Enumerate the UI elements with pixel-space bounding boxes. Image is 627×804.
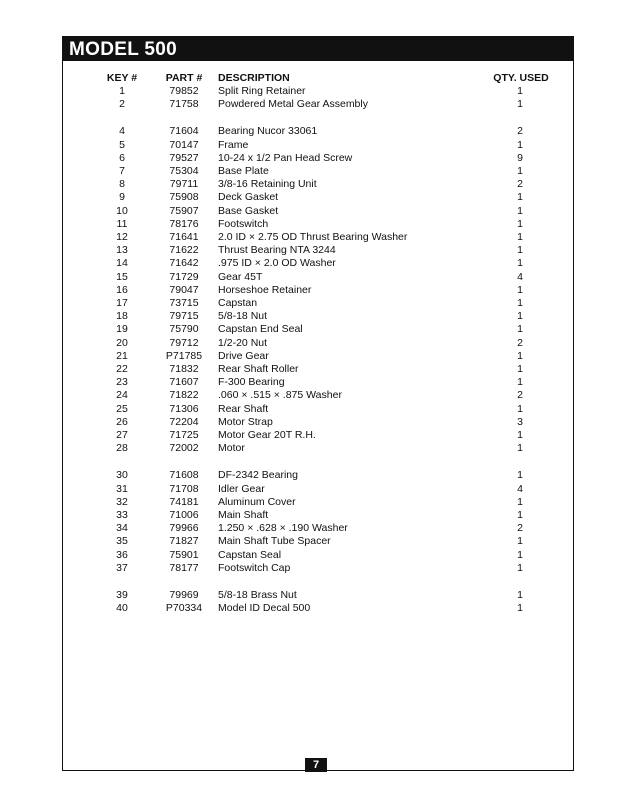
table-row: [0, 297, 627, 310]
row-quantity: 2: [517, 389, 523, 402]
row-description: Motor: [218, 442, 245, 455]
row-description: Horseshoe Retainer: [218, 283, 312, 296]
row-part-number: 71827: [169, 535, 199, 548]
row-quantity: 1: [517, 429, 523, 441]
table-row: [0, 337, 627, 350]
row-key: 6: [119, 151, 125, 164]
row-part-number: 71758: [169, 98, 199, 111]
row-key: 30: [116, 469, 128, 482]
row-description: Split Ring Retainer: [218, 85, 306, 97]
row-key: 25: [116, 402, 128, 415]
table-row: [0, 363, 627, 376]
table-row: [0, 85, 627, 98]
row-part-number: 79969: [169, 589, 199, 601]
row-description: DF-2342 Bearing: [218, 469, 298, 482]
row-key: 7: [119, 165, 125, 177]
row-key: 8: [119, 178, 125, 191]
row-key: 32: [116, 495, 128, 508]
row-quantity: 1: [517, 204, 523, 217]
table-row: [0, 284, 627, 297]
row-quantity: 1: [517, 165, 523, 177]
row-quantity: 1: [517, 231, 523, 243]
row-quantity: 3: [517, 415, 523, 428]
row-key: 26: [116, 415, 128, 428]
row-description: 3/8-16 Retaining Unit: [218, 178, 317, 191]
table-row: [0, 271, 627, 284]
row-description: 2.0 ID × 2.75 OD Thrust Bearing Washer: [218, 231, 408, 243]
row-part-number: 79715: [169, 310, 199, 323]
table-row: [0, 139, 627, 152]
row-part-number: 71832: [169, 363, 199, 375]
row-key: 23: [116, 376, 128, 389]
table-row: [0, 350, 627, 363]
row-part-number: 79966: [169, 522, 199, 535]
row-description: 5/8-18 Brass Nut: [218, 589, 297, 601]
row-key: 35: [116, 535, 128, 548]
table-row: [0, 522, 627, 535]
page-title: MODEL 500: [69, 39, 177, 60]
row-description: Capstan: [218, 297, 258, 309]
table-row: [0, 165, 627, 178]
row-part-number: 74181: [169, 495, 199, 508]
row-key: 9: [119, 191, 125, 204]
row-description: 5/8-18 Nut: [218, 310, 268, 323]
row-quantity: 2: [517, 336, 523, 349]
table-row: [0, 257, 627, 270]
row-quantity: 2: [517, 522, 523, 535]
table-row: [0, 323, 627, 336]
row-description: Footswitch: [218, 217, 269, 230]
row-key: 13: [116, 244, 128, 257]
column-header-description: DESCRIPTION: [218, 72, 290, 84]
row-quantity: 1: [517, 469, 523, 482]
row-part-number: 78176: [169, 217, 199, 230]
row-quantity: 1: [517, 98, 523, 111]
row-description: Base Gasket: [218, 204, 279, 217]
row-key: 18: [116, 310, 128, 323]
row-key: 11: [116, 217, 128, 230]
row-key: 36: [116, 548, 128, 561]
table-row: [0, 376, 627, 389]
row-key: 34: [116, 522, 128, 535]
header-bar: [63, 37, 573, 61]
table-row: [0, 231, 627, 244]
row-description: Aluminum Cover: [218, 495, 296, 508]
row-description: Capstan Seal: [218, 548, 282, 561]
row-quantity: 1: [517, 535, 523, 548]
row-key: 33: [116, 509, 128, 521]
row-part-number: P70334: [165, 602, 203, 615]
row-description: .060 × .515 × .875 Washer: [218, 389, 342, 402]
row-part-number: 70147: [169, 138, 199, 151]
row-part-number: 78177: [169, 561, 199, 574]
row-quantity: 9: [517, 151, 523, 164]
row-key: 24: [116, 389, 128, 402]
row-quantity: 1: [517, 495, 523, 508]
row-key: 4: [119, 125, 125, 138]
row-key: 14: [116, 257, 128, 270]
row-part-number: 71642: [169, 257, 199, 270]
row-description: 1/2-20 Nut: [218, 336, 268, 349]
table-row: [0, 403, 627, 416]
row-key: 5: [119, 138, 125, 151]
table-row: [0, 535, 627, 548]
row-quantity: 2: [517, 125, 523, 138]
table-row: [0, 125, 627, 138]
row-quantity: 1: [517, 561, 523, 574]
table-row: [0, 442, 627, 455]
row-description: Capstan End Seal: [218, 323, 303, 336]
row-part-number: 71822: [169, 389, 199, 402]
row-part-number: 75304: [169, 165, 199, 177]
table-row: [0, 589, 627, 602]
row-key: 1: [119, 85, 125, 97]
table-row: [0, 562, 627, 575]
column-header-key: KEY #: [106, 72, 138, 84]
row-part-number: 75790: [169, 323, 199, 336]
row-part-number: 71725: [169, 429, 199, 441]
row-description: 1.250 × .628 × .190 Washer: [218, 522, 348, 535]
row-description: Main Shaft: [218, 509, 269, 521]
row-description: Frame: [218, 138, 249, 151]
row-quantity: 1: [517, 217, 523, 230]
row-key: 40: [116, 602, 128, 615]
page-number: 7: [305, 758, 327, 772]
row-description: Motor Strap: [218, 415, 273, 428]
table-row: [0, 244, 627, 257]
row-quantity: 1: [517, 310, 523, 323]
row-key: 12: [116, 231, 128, 243]
table-row: [0, 509, 627, 522]
row-quantity: 1: [517, 402, 523, 415]
row-quantity: 1: [517, 323, 523, 336]
table-row: [0, 191, 627, 204]
row-key: 17: [116, 297, 128, 309]
row-part-number: 75901: [169, 548, 199, 561]
row-description: Idler Gear: [218, 482, 265, 495]
row-part-number: 71608: [169, 469, 199, 482]
row-part-number: 71607: [169, 376, 199, 389]
row-part-number: 71306: [169, 402, 199, 415]
table-row: [0, 98, 627, 111]
row-key: 31: [116, 482, 128, 495]
row-description: Base Plate: [218, 165, 269, 177]
row-quantity: 1: [517, 349, 523, 362]
row-description: Bearing Nucor 33061: [218, 125, 318, 138]
row-part-number: 72204: [169, 415, 199, 428]
row-part-number: 79852: [169, 85, 199, 97]
row-part-number: 71604: [169, 125, 199, 138]
row-key: 20: [116, 336, 128, 349]
row-description: Thrust Bearing NTA 3244: [218, 244, 336, 257]
row-quantity: 1: [517, 589, 523, 601]
row-key: 21: [116, 349, 128, 362]
row-quantity: 1: [517, 509, 523, 521]
table-row: [0, 310, 627, 323]
row-key: 27: [116, 429, 128, 441]
row-part-number: 73715: [169, 297, 199, 309]
table-row: [0, 389, 627, 402]
table-row: [0, 496, 627, 509]
row-description: Deck Gasket: [218, 191, 279, 204]
row-description: Gear 45T: [218, 270, 263, 283]
table-row: [0, 218, 627, 231]
row-quantity: 1: [517, 602, 523, 615]
row-quantity: 1: [517, 442, 523, 455]
row-description: Rear Shaft: [218, 402, 269, 415]
row-key: 39: [116, 589, 128, 601]
row-key: 22: [116, 363, 128, 375]
row-quantity: 4: [517, 482, 523, 495]
row-part-number: 71708: [169, 482, 199, 495]
row-part-number: 71006: [169, 509, 199, 521]
row-description: 10-24 x 1/2 Pan Head Screw: [218, 151, 353, 164]
row-quantity: 2: [517, 178, 523, 191]
row-description: Motor Gear 20T R.H.: [218, 429, 316, 441]
row-description: Powdered Metal Gear Assembly: [218, 98, 368, 111]
row-quantity: 1: [517, 376, 523, 389]
table-row: [0, 549, 627, 562]
row-key: 19: [116, 323, 128, 336]
row-quantity: 4: [517, 270, 523, 283]
row-part-number: 79047: [169, 283, 199, 296]
row-part-number: 71729: [169, 270, 199, 283]
table-row: [0, 416, 627, 429]
row-quantity: 1: [517, 244, 523, 257]
table-row: [0, 178, 627, 191]
row-quantity: 1: [517, 191, 523, 204]
row-part-number: 79712: [169, 336, 199, 349]
row-key: 15: [116, 270, 128, 283]
row-part-number: 71641: [169, 231, 199, 243]
row-key: 28: [116, 442, 128, 455]
table-row: [0, 469, 627, 482]
row-key: 16: [116, 283, 128, 296]
table-row: [0, 429, 627, 442]
row-description: Footswitch Cap: [218, 561, 291, 574]
row-key: 37: [116, 561, 128, 574]
row-quantity: 1: [517, 257, 523, 270]
row-quantity: 1: [517, 138, 523, 151]
table-row: [0, 483, 627, 496]
row-description: F-300 Bearing: [218, 376, 285, 389]
table-row: [0, 205, 627, 218]
row-part-number: 79711: [169, 178, 199, 191]
row-part-number: 72002: [169, 442, 199, 455]
row-quantity: 1: [517, 363, 523, 375]
row-key: 2: [119, 98, 125, 111]
row-quantity: 1: [517, 85, 523, 97]
row-part-number: 71622: [169, 244, 199, 257]
row-description: Rear Shaft Roller: [218, 363, 299, 375]
row-part-number: P71785: [165, 349, 203, 362]
column-header-part: PART #: [165, 72, 203, 84]
row-description: .975 ID × 2.0 OD Washer: [218, 257, 336, 270]
row-quantity: 1: [517, 283, 523, 296]
row-quantity: 1: [517, 297, 523, 309]
table-row: [0, 152, 627, 165]
row-key: 10: [116, 204, 128, 217]
row-quantity: 1: [517, 548, 523, 561]
row-part-number: 75908: [169, 191, 199, 204]
column-header-qty: QTY. USED: [493, 72, 549, 84]
row-part-number: 79527: [169, 151, 199, 164]
row-description: Model ID Decal 500: [218, 602, 311, 615]
row-description: Drive Gear: [218, 349, 269, 362]
table-row: [0, 602, 627, 615]
row-description: Main Shaft Tube Spacer: [218, 535, 331, 548]
row-part-number: 75907: [169, 204, 199, 217]
